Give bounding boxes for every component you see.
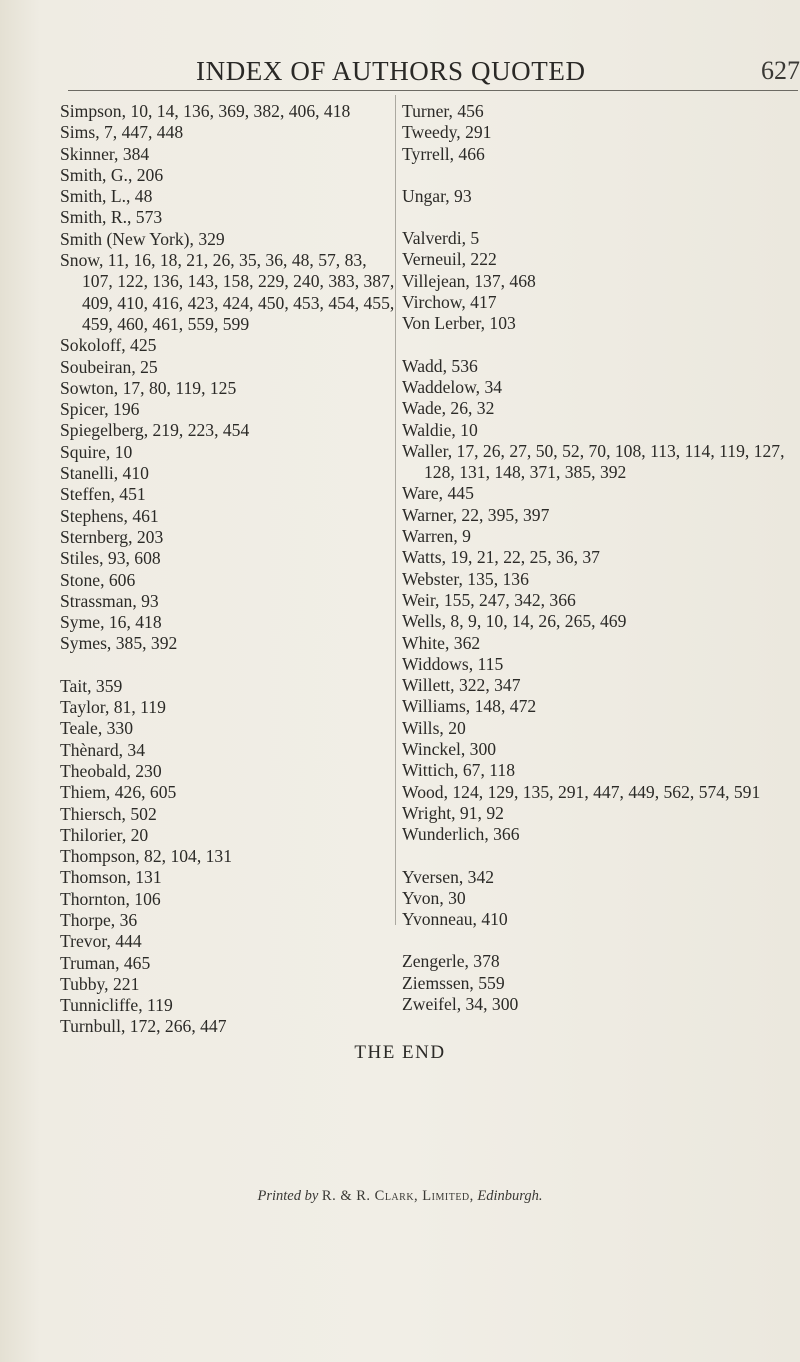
index-entry: Wood, 124, 129, 135, 291, 447, 449, 562, 574, 591: [402, 781, 761, 802]
printer-name: R. & R. Clark, Limited,: [321, 1188, 474, 1204]
index-entry: Theobald, 230: [60, 760, 162, 781]
index-entry: Warner, 22, 395, 397: [402, 504, 550, 525]
index-entry: Squire, 10: [60, 441, 133, 462]
index-column-right: [402, 101, 800, 1015]
letter-group-gap: [402, 165, 800, 186]
index-entry: Stephens, 461: [60, 505, 159, 526]
index-entry: Waller, 17, 26, 27, 50, 52, 70, 108, 113, 114, 119, 127, 128, 131, 148, 371, 385, 392: [402, 440, 785, 483]
index-entry: Wittich, 67, 118: [402, 760, 515, 781]
index-entry: Widdows, 115: [402, 653, 504, 674]
index-entry: Turnbull, 172, 266, 447: [60, 1016, 227, 1037]
index-entry: Verneuil, 222: [402, 249, 497, 270]
column-divider: [395, 95, 396, 925]
index-entry: Stanelli, 410: [60, 463, 149, 484]
index-entry: Teale, 330: [60, 718, 134, 739]
index-entry: Smith, L., 48: [60, 186, 153, 207]
index-entry: Zengerle, 378: [402, 951, 500, 972]
printed-by-prefix: Printed by: [257, 1188, 319, 1204]
index-entry: Watts, 19, 21, 22, 25, 36, 37: [402, 547, 600, 568]
header-rule: [68, 90, 798, 91]
index-entry: Sowton, 17, 80, 119, 125: [60, 377, 237, 398]
letter-group-gap: [402, 846, 800, 867]
index-entry: Webster, 135, 136: [402, 568, 529, 589]
index-entry: Virchow, 417: [402, 292, 497, 313]
index-entry: Thiersch, 502: [60, 803, 157, 824]
the-end: THE END: [354, 1042, 446, 1063]
running-title: INDEX OF AUTHORS QUOTED: [196, 56, 586, 86]
index-entry: Wells, 8, 9, 10, 14, 26, 265, 469: [402, 611, 627, 632]
index-entry: Willett, 322, 347: [402, 675, 521, 696]
index-entry: Tyrrell, 466: [402, 143, 485, 164]
index-entry: Snow, 11, 16, 18, 21, 26, 35, 36, 48, 57, 83, 107, 122, 136, 143, 158, 229, 240, 383, 387, 409, 410, 416, 423, 424, 450, 453, 454, 455, 459, 460, 461, 559, 599: [60, 250, 395, 334]
index-entry: Wade, 26, 32: [402, 398, 495, 419]
index-entry: Thompson, 82, 104, 131: [60, 846, 233, 867]
index-entry: Weir, 155, 247, 342, 366: [402, 589, 576, 610]
index-entry: Tunnicliffe, 119: [60, 995, 173, 1016]
index-entry: Von Lerber, 103: [402, 313, 516, 334]
index-entry: White, 362: [402, 632, 481, 653]
index-entry: Stone, 606: [60, 569, 136, 590]
index-entry: Waldie, 10: [402, 419, 478, 440]
index-entry: Wright, 91, 92: [402, 802, 504, 823]
index-entry: Tait, 359: [60, 675, 123, 696]
index-entry: Thomson, 131: [60, 867, 162, 888]
index-entry: Spicer, 196: [60, 399, 140, 420]
index-entry: Simpson, 10, 14, 136, 369, 382, 406, 418: [60, 101, 351, 121]
index-entry: Syme, 16, 418: [60, 612, 162, 633]
index-column-left: [60, 101, 395, 1038]
index-entry: Symes, 385, 392: [60, 633, 178, 654]
index-entry: Strassman, 93: [60, 590, 159, 611]
index-entry: Smith, G., 206: [60, 164, 164, 185]
index-entry: Taylor, 81, 119: [60, 697, 166, 718]
printer-imprint: [0, 1188, 800, 1205]
index-entry: Thènard, 34: [60, 739, 146, 760]
index-entry: Turner, 456: [402, 101, 484, 121]
index-entry: Wadd, 536: [402, 355, 478, 376]
index-entry: Steffen, 451: [60, 484, 146, 505]
index-entry: Tubby, 221: [60, 973, 140, 994]
index-entry: Smith (New York), 329: [60, 228, 225, 249]
index-entry: Yvon, 30: [402, 887, 466, 908]
index-entry: Wunderlich, 366: [402, 824, 520, 845]
index-entry: Ware, 445: [402, 483, 474, 504]
index-entry: Skinner, 384: [60, 143, 150, 164]
index-entry: Ziemssen, 559: [402, 972, 505, 993]
letter-group-gap: [402, 207, 800, 228]
index-entry: Spiegelberg, 219, 223, 454: [60, 420, 250, 441]
index-entry: Thornton, 106: [60, 888, 161, 909]
index-entry: Ungar, 93: [402, 185, 472, 206]
index-entry: Valverdi, 5: [402, 228, 480, 249]
index-entry: Truman, 465: [60, 952, 151, 973]
letter-group-gap: [402, 335, 800, 356]
index-entry: Zweifel, 34, 300: [402, 993, 519, 1014]
index-entry: Warren, 9: [402, 526, 471, 547]
index-entry: Villejean, 137, 468: [402, 270, 536, 291]
index-entry: Sternberg, 203: [60, 526, 164, 547]
index-entry: Winckel, 300: [402, 739, 497, 760]
letter-group-gap: [60, 655, 395, 676]
index-entry: Trevor, 444: [60, 931, 142, 952]
letter-group-gap: [402, 930, 800, 951]
index-entry: Thiem, 426, 605: [60, 782, 177, 803]
printer-place: Edinburgh.: [477, 1188, 543, 1204]
index-entry: Waddelow, 34: [402, 376, 503, 397]
index-entry: Tweedy, 291: [402, 122, 492, 143]
index-entry: Soubeiran, 25: [60, 356, 158, 377]
index-entry: Stiles, 93, 608: [60, 548, 161, 569]
index-entry: Williams, 148, 472: [402, 696, 537, 717]
index-entry: Yvonneau, 410: [402, 909, 508, 930]
index-entry: Yversen, 342: [402, 866, 495, 887]
index-entry: Sims, 7, 447, 448: [60, 122, 184, 143]
page-number: 627: [761, 56, 800, 85]
index-entry: Wills, 20: [402, 717, 466, 738]
index-entry: Sokoloff, 425: [60, 335, 157, 356]
index-entry: Smith, R., 573: [60, 207, 163, 228]
index-entry: Thorpe, 36: [60, 909, 138, 930]
index-entry: Thilorier, 20: [60, 824, 149, 845]
